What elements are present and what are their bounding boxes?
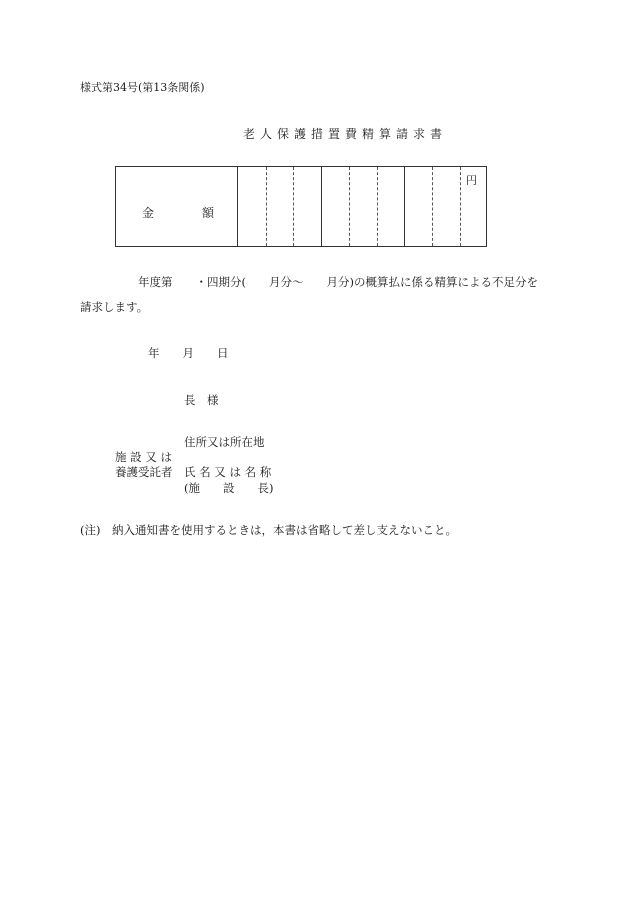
group-divider [404, 167, 405, 246]
amount-label-kin: 金 [142, 206, 155, 220]
name-label: 氏 名 又 は 名 称 [184, 465, 272, 479]
group-divider [321, 167, 322, 246]
yen-unit: 円 [466, 174, 477, 187]
address-label: 住所又は所在地 [184, 435, 265, 449]
addressee: 長 様 [184, 393, 219, 407]
digit-divider [266, 167, 267, 246]
amount-table [115, 166, 487, 247]
request-text-line-1: 年度第 ・四期分( 月分〜 月分)の概算払に係る精算による不足分を [138, 275, 538, 289]
applicant-category-line-2: 養護受託者 [115, 465, 173, 479]
footnote: (注) 納入通知書を使用するときは，本書は省略して差し支えないこと。 [80, 523, 457, 537]
form-number: 様式第34号(第13条関係) [80, 81, 205, 94]
date-line: 年 月 日 [148, 346, 229, 360]
digit-divider [349, 167, 350, 246]
digit-divider [432, 167, 433, 246]
applicant-category-line-1: 施 設 又 は [115, 450, 172, 464]
amount-label-gaku: 額 [202, 206, 215, 220]
document-title: 老人保護措置費精算請求書 [242, 127, 447, 141]
role-label: (施 設 長) [184, 481, 274, 495]
request-text-line-2: 請求します。 [80, 300, 149, 314]
amount-label-cell [116, 167, 238, 246]
digit-divider [460, 167, 461, 246]
digit-divider [377, 167, 378, 246]
digit-divider [293, 167, 294, 246]
